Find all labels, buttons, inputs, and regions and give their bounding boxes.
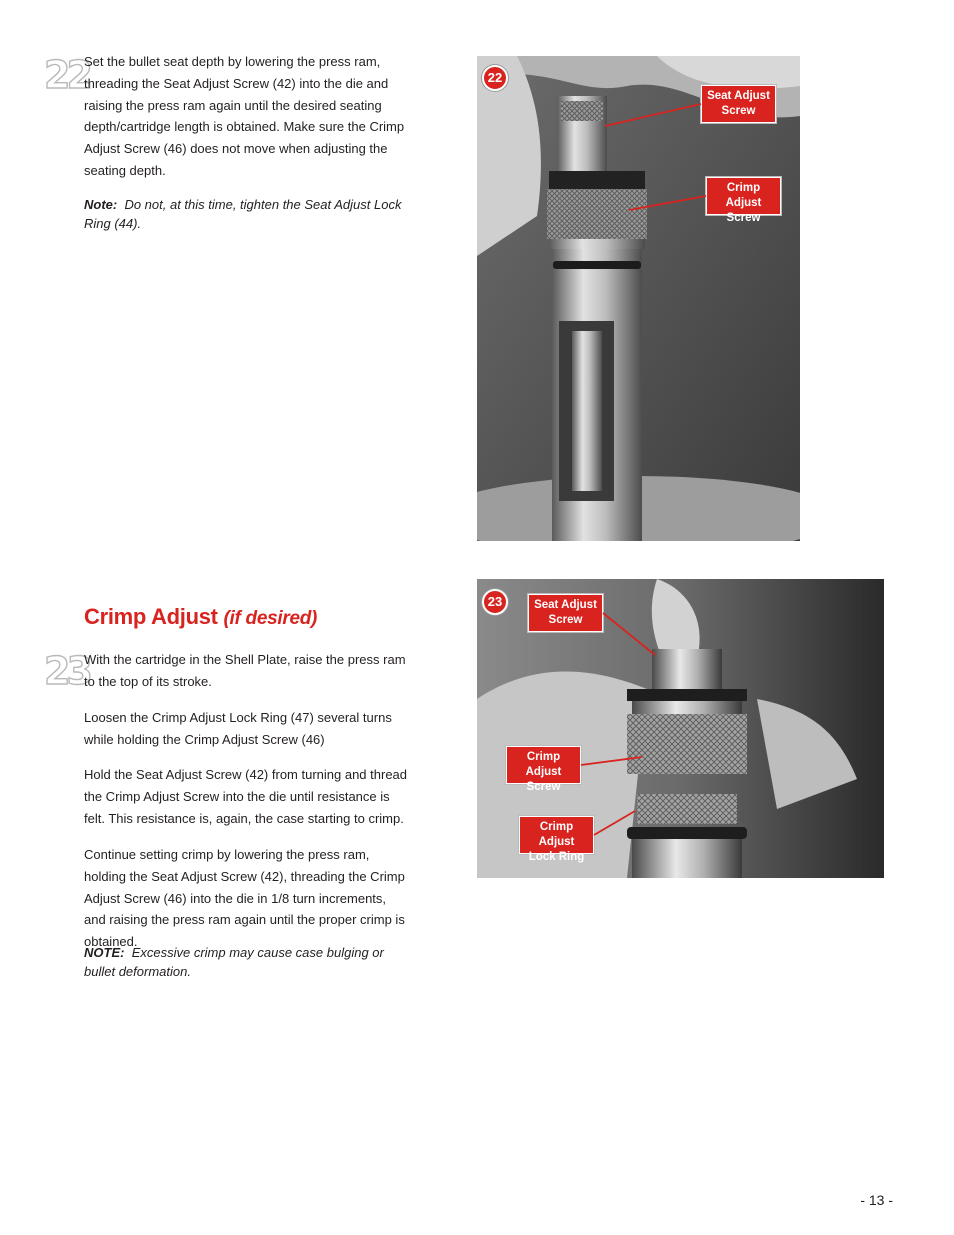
- note-label: NOTE:: [84, 945, 125, 960]
- note-text: Excessive crimp may cause case bulging or bullet deformation.: [84, 945, 384, 979]
- step-22-text: Set the bullet seat depth by lowering the press ram, threading the Seat Adjust Screw (42) into the die and raising the press ram again until the desired seating depth/cartridge length is obtained. Make sure the Crimp Adjust Screw (46) does not move when adjusting the seating depth.: [84, 54, 405, 178]
- figure-22-badge: 22: [482, 65, 508, 91]
- step-23-paragraph-3: Hold the Seat Adjust Screw (42) from turning and thread the Crimp Adjust Screw into the die until resistance is felt. This resistance is, again, the case starting to crimp.: [84, 767, 408, 826]
- callout-crimp-adjust-screw: Crimp Adjust Screw: [506, 746, 581, 784]
- step-23-number: 23: [44, 649, 89, 693]
- figure-23-photo: [477, 579, 884, 878]
- note-text: Do not, at this time, tighten the Seat Adjust Lock Ring (44).: [84, 197, 402, 231]
- step-22-number: 22: [44, 53, 89, 97]
- figure-22-leader-lines: [477, 56, 800, 541]
- step-23-note: [84, 943, 410, 981]
- section-title: [84, 604, 317, 630]
- step-23-paragraph-2: Loosen the Crimp Adjust Lock Ring (47) several turns while holding the Crimp Adjust Screw (46): [84, 710, 392, 747]
- step-23-paragraph-1: With the cartridge in the Shell Plate, raise the press ram to the top of its stroke.: [84, 652, 406, 689]
- callout-seat-adjust-screw: Seat Adjust Screw: [701, 85, 776, 123]
- page-number: - 13 -: [860, 1192, 893, 1208]
- step-23-paragraph-4: Continue setting crimp by lowering the press ram, holding the Seat Adjust Screw (42), threading the Crimp Adjust Screw (46) into the die in 1/8 turn increments, and raising the press ram again until the proper crimp is obtained.: [84, 847, 405, 950]
- figure-23-badge: 23: [482, 589, 508, 615]
- note-label: Note:: [84, 197, 118, 212]
- callout-seat-adjust-screw: Seat Adjust Screw: [528, 594, 603, 632]
- step-22-note: [84, 195, 404, 233]
- section-subtitle: (if desired): [223, 608, 318, 629]
- section-title-text: Crimp Adjust: [84, 604, 218, 629]
- callout-crimp-adjust-lock-ring: Crimp Adjust Lock Ring: [519, 816, 594, 854]
- figure-22-photo: [477, 56, 800, 541]
- figure-23-leader-lines: [477, 579, 884, 878]
- callout-crimp-adjust-screw: Crimp Adjust Screw: [706, 177, 781, 215]
